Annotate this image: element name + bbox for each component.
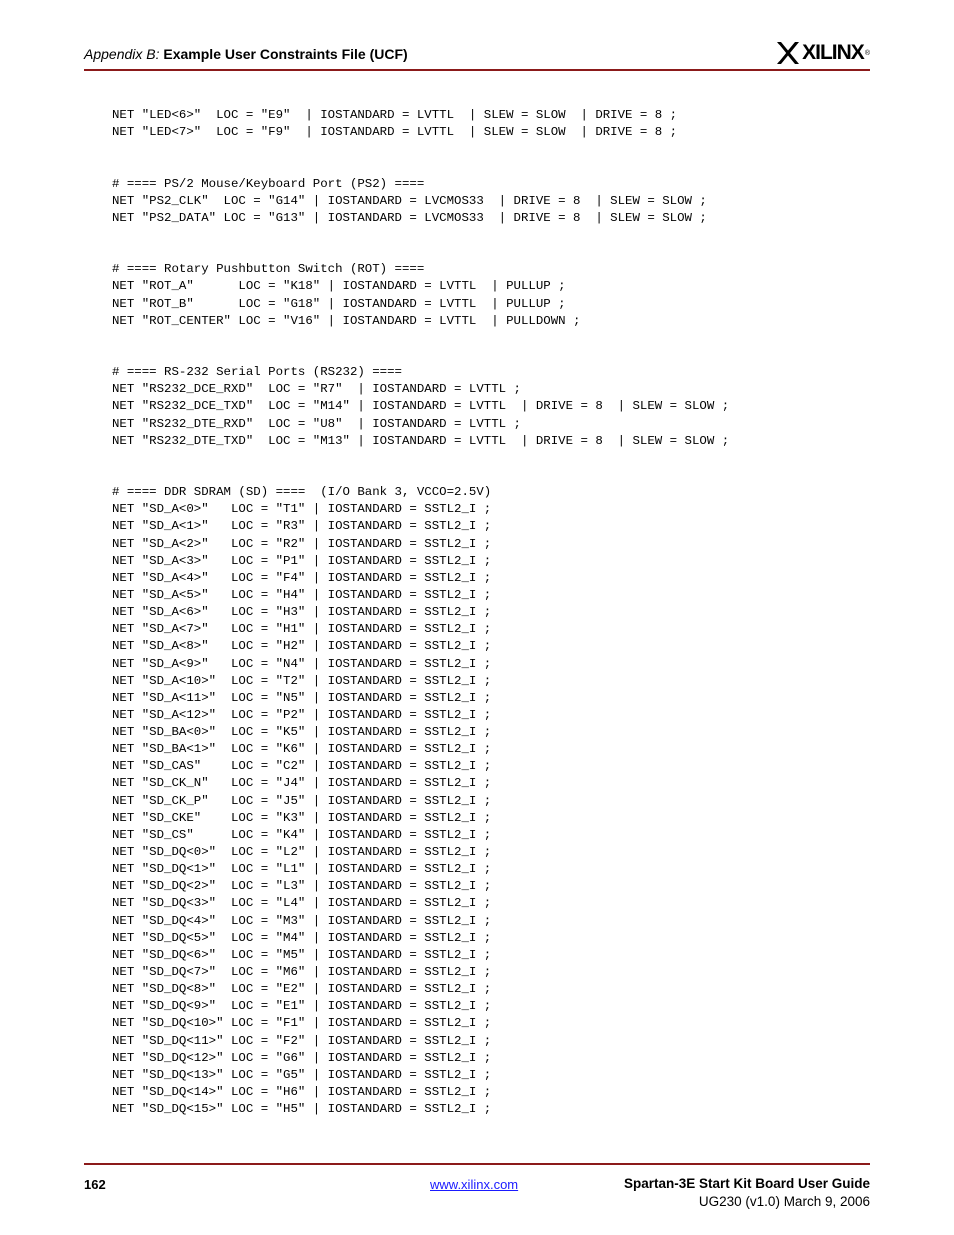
code-line: NET "SD_DQ<5>" LOC = "M4" | IOSTANDARD = SSTL2_I ; [112, 930, 492, 945]
code-line [112, 141, 729, 158]
code-line: NET "SD_A<12>" LOC = "P2" | IOSTANDARD = SSTL2_I ; [112, 707, 492, 722]
code-line: NET "SD_CK_P" LOC = "J5" | IOSTANDARD = SSTL2_I ; [112, 793, 492, 808]
code-line: NET "PS2_CLK" LOC = "G14" | IOSTANDARD = LVCMOS33 | DRIVE = 8 | SLEW = SLOW ; [112, 193, 707, 208]
code-line [112, 158, 729, 175]
ucf-code-listing [112, 107, 729, 1118]
code-line: NET "SD_CKE" LOC = "K3" | IOSTANDARD = SSTL2_I ; [112, 810, 492, 825]
code-line: NET "RS232_DCE_RXD" LOC = "R7" | IOSTANDARD = LVTTL ; [112, 382, 521, 397]
code-line: NET "SD_DQ<15>" LOC = "H5" | IOSTANDARD = SSTL2_I ; [112, 1102, 492, 1117]
code-line: NET "SD_A<7>" LOC = "H1" | IOSTANDARD = SSTL2_I ; [112, 622, 492, 637]
xilinx-logo [776, 39, 870, 67]
code-line: NET "SD_A<2>" LOC = "R2" | IOSTANDARD = SSTL2_I ; [112, 536, 492, 551]
code-line: NET "SD_DQ<8>" LOC = "E2" | IOSTANDARD = SSTL2_I ; [112, 982, 492, 997]
footer-rule [84, 1163, 870, 1165]
code-line: NET "PS2_DATA" LOC = "G13" | IOSTANDARD = LVCMOS33 | DRIVE = 8 | SLEW = SLOW ; [112, 210, 707, 225]
appendix-label: Appendix B: [84, 46, 160, 62]
code-line: NET "SD_A<0>" LOC = "T1" | IOSTANDARD = SSTL2_I ; [112, 502, 492, 517]
code-line: NET "SD_DQ<10>" LOC = "F1" | IOSTANDARD = SSTL2_I ; [112, 1016, 492, 1031]
document-id: UG230 (v1.0) March 9, 2006 [698, 1194, 870, 1209]
code-line [112, 347, 729, 364]
code-line: NET "SD_A<10>" LOC = "T2" | IOSTANDARD = SSTL2_I ; [112, 673, 492, 688]
code-line: NET "SD_DQ<12>" LOC = "G6" | IOSTANDARD = SSTL2_I ; [112, 1050, 492, 1065]
code-line: NET "SD_CS" LOC = "K4" | IOSTANDARD = SSTL2_I ; [112, 827, 492, 842]
code-line: # ==== DDR SDRAM (SD) ==== (I/O Bank 3, VCCO=2.5V) [112, 485, 492, 500]
code-line: NET "SD_CK_N" LOC = "J4" | IOSTANDARD = SSTL2_I ; [112, 776, 492, 791]
code-line [112, 450, 729, 467]
code-line [112, 244, 729, 261]
code-line: NET "SD_BA<1>" LOC = "K6" | IOSTANDARD = SSTL2_I ; [112, 742, 492, 757]
code-line [112, 330, 729, 347]
code-line: NET "SD_CAS" LOC = "C2" | IOSTANDARD = SSTL2_I ; [112, 759, 492, 774]
logo-registered-mark: ® [864, 49, 870, 57]
code-line: NET "SD_DQ<1>" LOC = "L1" | IOSTANDARD = SSTL2_I ; [112, 862, 492, 877]
code-line: NET "ROT_CENTER" LOC = "V16" | IOSTANDARD = LVTTL | PULLDOWN ; [112, 313, 581, 328]
appendix-title: Example User Constraints File (UCF) [163, 46, 408, 62]
code-line: NET "SD_A<3>" LOC = "P1" | IOSTANDARD = SSTL2_I ; [112, 553, 492, 568]
guide-title: Spartan-3E Start Kit Board User Guide [623, 1176, 870, 1191]
code-line: NET "SD_A<11>" LOC = "N5" | IOSTANDARD = SSTL2_I ; [112, 690, 492, 705]
code-line: NET "SD_A<4>" LOC = "F4" | IOSTANDARD = SSTL2_I ; [112, 570, 492, 585]
code-line: NET "SD_DQ<9>" LOC = "E1" | IOSTANDARD = SSTL2_I ; [112, 999, 492, 1014]
code-line: NET "RS232_DTE_TXD" LOC = "M13" | IOSTANDARD = LVTTL | DRIVE = 8 | SLEW = SLOW ; [112, 433, 730, 448]
code-line: NET "SD_BA<0>" LOC = "K5" | IOSTANDARD = SSTL2_I ; [112, 725, 492, 740]
code-line: NET "SD_DQ<11>" LOC = "F2" | IOSTANDARD = SSTL2_I ; [112, 1033, 492, 1048]
header-title [84, 46, 408, 62]
code-line: # ==== Rotary Pushbutton Switch (ROT) ==== [112, 262, 425, 277]
logo-text: XILINX [802, 41, 864, 64]
code-line [112, 227, 729, 244]
code-line: NET "SD_A<5>" LOC = "H4" | IOSTANDARD = SSTL2_I ; [112, 587, 492, 602]
code-line: NET "SD_DQ<13>" LOC = "G5" | IOSTANDARD = SSTL2_I ; [112, 1067, 492, 1082]
code-line: NET "LED<7>" LOC = "F9" | IOSTANDARD = LVTTL | SLEW = SLOW | DRIVE = 8 ; [112, 125, 678, 140]
code-line [112, 467, 729, 484]
code-line: NET "SD_DQ<3>" LOC = "L4" | IOSTANDARD = SSTL2_I ; [112, 896, 492, 911]
code-line: NET "SD_A<8>" LOC = "H2" | IOSTANDARD = SSTL2_I ; [112, 639, 492, 654]
xilinx-website-link[interactable]: www.xilinx.com [430, 1177, 519, 1192]
code-line: NET "SD_DQ<7>" LOC = "M6" | IOSTANDARD = SSTL2_I ; [112, 965, 492, 980]
code-line: NET "SD_DQ<14>" LOC = "H6" | IOSTANDARD = SSTL2_I ; [112, 1085, 492, 1100]
code-line: NET "SD_A<6>" LOC = "H3" | IOSTANDARD = SSTL2_I ; [112, 605, 492, 620]
code-line: NET "RS232_DCE_TXD" LOC = "M14" | IOSTANDARD = LVTTL | DRIVE = 8 | SLEW = SLOW ; [112, 399, 730, 414]
code-line: # ==== PS/2 Mouse/Keyboard Port (PS2) ==== [112, 176, 425, 191]
xilinx-logo-icon [776, 41, 800, 65]
code-line: NET "SD_DQ<0>" LOC = "L2" | IOSTANDARD = SSTL2_I ; [112, 845, 492, 860]
code-line: NET "SD_DQ<2>" LOC = "L3" | IOSTANDARD = SSTL2_I ; [112, 879, 492, 894]
code-line: # ==== RS-232 Serial Ports (RS232) ==== [112, 365, 402, 380]
code-line: NET "SD_DQ<6>" LOC = "M5" | IOSTANDARD = SSTL2_I ; [112, 947, 492, 962]
code-line: NET "ROT_B" LOC = "G18" | IOSTANDARD = LVTTL | PULLUP ; [112, 296, 566, 311]
code-line: NET "SD_DQ<4>" LOC = "M3" | IOSTANDARD = SSTL2_I ; [112, 913, 492, 928]
code-line: NET "RS232_DTE_RXD" LOC = "U8" | IOSTANDARD = LVTTL ; [112, 416, 521, 431]
header-rule [84, 69, 870, 71]
code-line: NET "SD_A<1>" LOC = "R3" | IOSTANDARD = SSTL2_I ; [112, 519, 492, 534]
code-line: NET "ROT_A" LOC = "K18" | IOSTANDARD = LVTTL | PULLUP ; [112, 279, 566, 294]
code-line: NET "SD_A<9>" LOC = "N4" | IOSTANDARD = SSTL2_I ; [112, 656, 492, 671]
page-number: 162 [84, 1177, 106, 1192]
code-line: NET "LED<6>" LOC = "E9" | IOSTANDARD = LVTTL | SLEW = SLOW | DRIVE = 8 ; [112, 108, 678, 122]
